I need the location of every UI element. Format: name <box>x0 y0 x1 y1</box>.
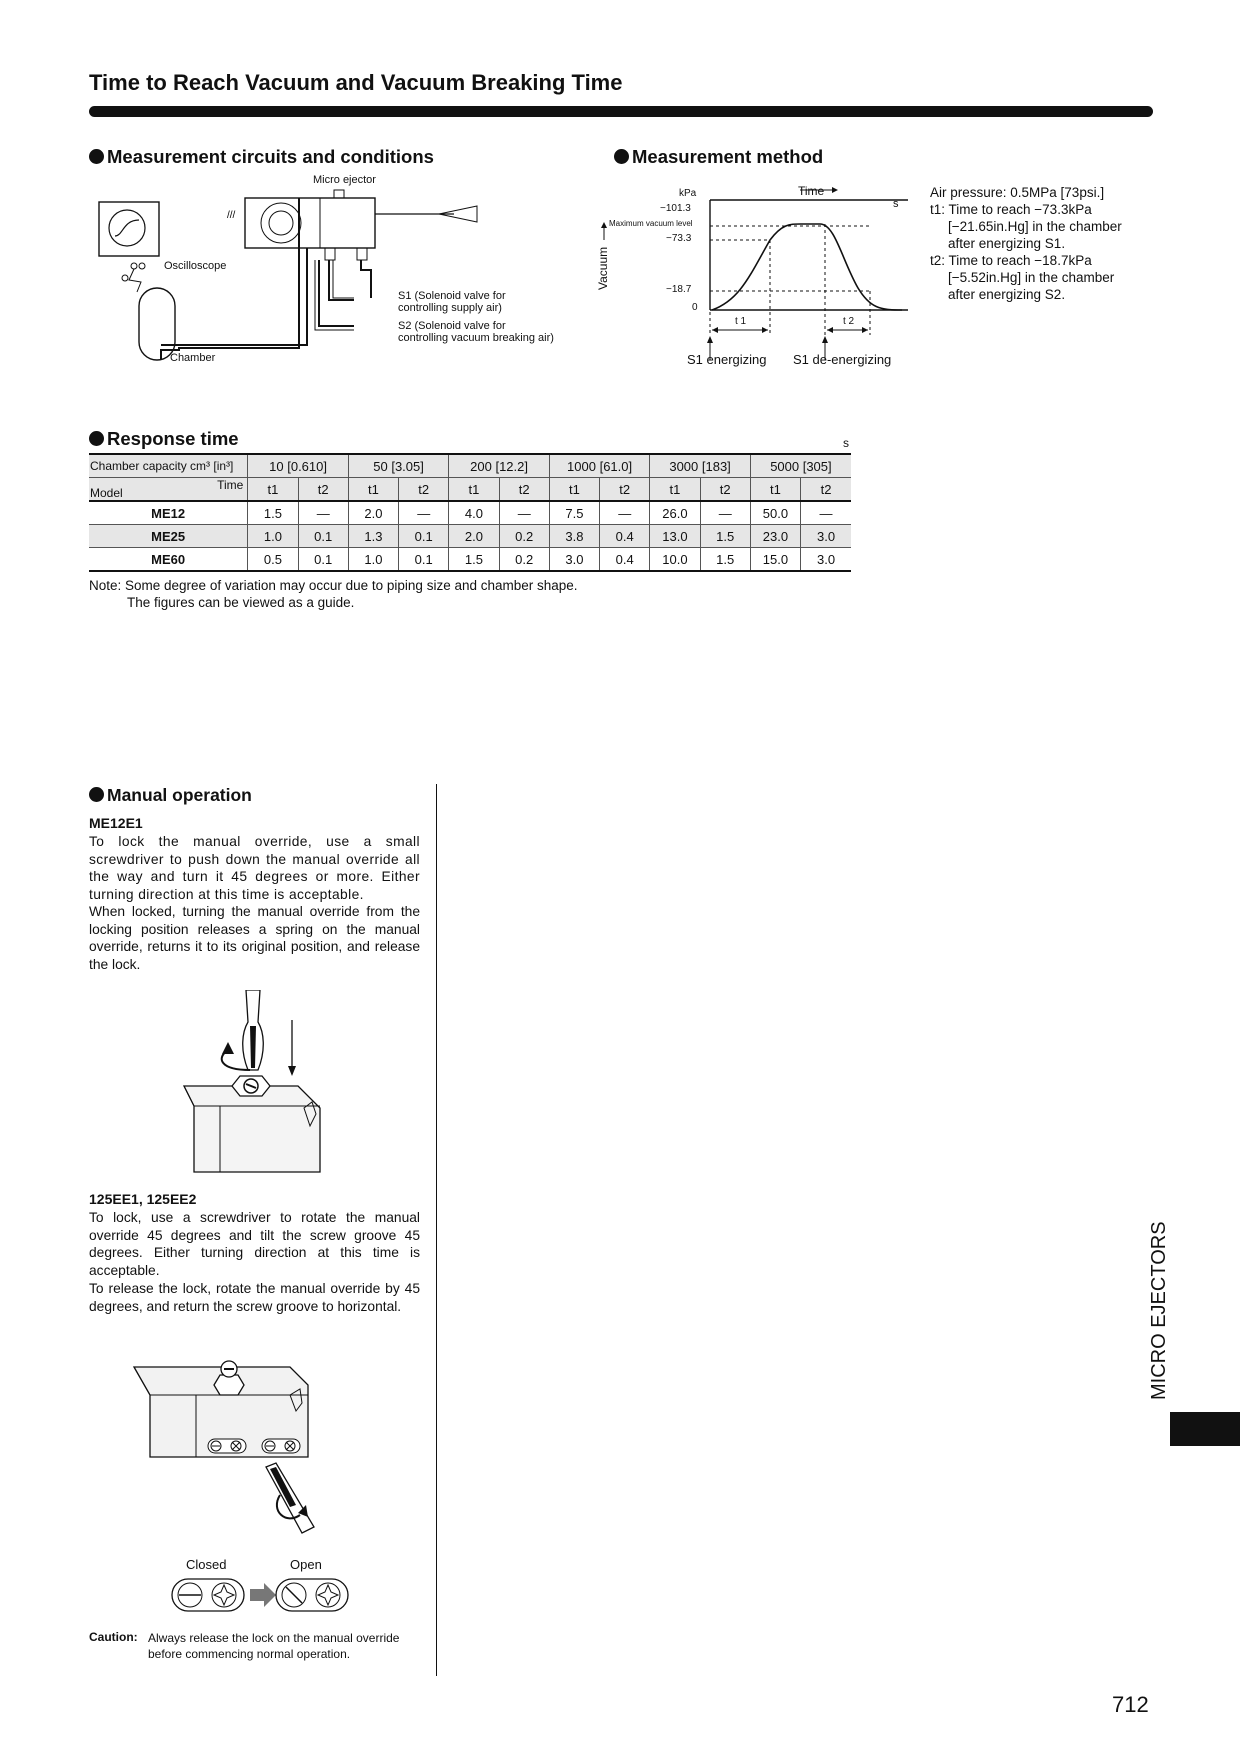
value-cell: 26.0 <box>650 501 700 525</box>
measurement-method-chart <box>590 180 920 370</box>
response-unit: s <box>843 436 849 450</box>
bullet-icon <box>89 431 104 446</box>
model-cell: ME12 <box>89 501 248 525</box>
page-number: 712 <box>1112 1692 1149 1717</box>
side-section-label: MICRO EJECTORS <box>1148 1221 1170 1400</box>
closed-label: Closed <box>186 1557 227 1572</box>
tick-73: −73.3 <box>666 233 692 244</box>
value-cell: 0.1 <box>399 548 449 572</box>
me12e1-text-2: When locked, turning the manual override from the locking position releases a spring on the manual override, returns it to its original position, and release the lock. <box>89 904 420 972</box>
value-cell: 3.8 <box>549 525 599 548</box>
micro-ejector-label: Micro ejector <box>313 174 376 186</box>
value-cell: 10.0 <box>650 548 700 572</box>
value-cell: 50.0 <box>750 501 800 525</box>
value-cell: 1.3 <box>348 525 398 548</box>
lock-state-illustration <box>170 1575 350 1615</box>
value-cell: 0.4 <box>600 548 650 572</box>
tick-0: 0 <box>692 302 698 313</box>
t-header: t2 <box>499 478 549 502</box>
capacity-header: 3000 [183] <box>650 454 751 478</box>
value-cell: 2.0 <box>348 501 398 525</box>
tick-101: −101.3 <box>660 203 691 214</box>
value-cell: 1.5 <box>700 548 750 572</box>
value-cell: 0.1 <box>298 548 348 572</box>
ee-title: 125EE1, 125EE2 <box>89 1191 197 1207</box>
response-note: Note: Some degree of variation may occur due to piping size and chamber shape. The figures can be viewed as a guide. <box>89 578 578 610</box>
ee-text-1: To lock, use a screwdriver to rotate the manual override 45 degrees and tilt the screw groove 45 degrees. Either turning direction at this time is acceptable. <box>89 1210 420 1278</box>
measurement-circuit-diagram <box>89 170 589 380</box>
table-row <box>89 548 851 572</box>
t-header: t1 <box>348 478 398 502</box>
value-cell: 3.0 <box>549 548 599 572</box>
value-cell: 0.4 <box>600 525 650 548</box>
value-cell: 0.2 <box>499 548 549 572</box>
value-cell: 1.0 <box>348 548 398 572</box>
value-cell: — <box>399 501 449 525</box>
caution-text: Always release the lock on the manual override before commencing normal operation. <box>148 1631 400 1661</box>
t-header: t2 <box>399 478 449 502</box>
t-header: t1 <box>248 478 298 502</box>
circuit-heading: Measurement circuits and conditions <box>89 146 434 168</box>
response-time-table <box>89 453 851 572</box>
ee-text-2: To release the lock, rotate the manual override by 45 degrees, and return the screw groove to horizontal. <box>89 1281 420 1314</box>
screwdriver-rotate-illustration <box>130 1355 330 1555</box>
bullet-icon <box>89 149 104 164</box>
t-header: t1 <box>549 478 599 502</box>
response-heading: Response time <box>89 428 239 450</box>
value-cell: — <box>801 501 851 525</box>
s2-label: S2 (Solenoid valve for controlling vacuum breaking air) <box>398 320 554 344</box>
capacity-header: 1000 [61.0] <box>549 454 650 478</box>
value-cell: 15.0 <box>750 548 800 572</box>
value-cell: 2.0 <box>449 525 499 548</box>
value-cell: 1.0 <box>248 525 298 548</box>
max-vacuum-label: Maximum vacuum level <box>609 219 693 228</box>
me12e1-text-1: To lock the manual override, use a small screwdriver to push down the manual override all the way and turn it 45 degrees or more. Either turning direction at this time is acceptable. <box>89 834 420 902</box>
model-time-header: Time Model <box>89 478 248 502</box>
value-cell: 0.5 <box>248 548 298 572</box>
capacity-header: 5000 [305] <box>750 454 851 478</box>
value-cell: 7.5 <box>549 501 599 525</box>
screwdriver-push-turn-illustration <box>180 990 330 1175</box>
method-conditions: Air pressure: 0.5MPa [73psi.] t1: Time to reach −73.3kPa [−21.65in.Hg] in the chamber after energizing S1. t2: Time to reach −18.7kPa [−5.52in.Hg] in the chamber after energizing S2. <box>930 185 1122 302</box>
value-cell: 3.0 <box>801 548 851 572</box>
caution-label: Caution: <box>89 1630 138 1644</box>
column-divider <box>436 784 437 1676</box>
svg-text:///: /// <box>227 210 236 221</box>
table-row <box>89 501 851 525</box>
s1-energizing-label: S1 energizing <box>687 352 767 367</box>
tick-18: −18.7 <box>666 284 692 295</box>
t-header: t2 <box>801 478 851 502</box>
me12e1-title: ME12E1 <box>89 815 143 831</box>
bullet-icon <box>89 787 104 802</box>
seconds-unit: s <box>893 198 899 210</box>
t-header: t2 <box>700 478 750 502</box>
bullet-icon <box>614 149 629 164</box>
model-cell: ME25 <box>89 525 248 548</box>
value-cell: 0.1 <box>298 525 348 548</box>
side-tab-marker <box>1170 1412 1240 1446</box>
value-cell: 1.5 <box>700 525 750 548</box>
t-header: t2 <box>600 478 650 502</box>
manual-heading: Manual operation <box>89 785 252 806</box>
value-cell: 23.0 <box>750 525 800 548</box>
value-cell: — <box>298 501 348 525</box>
capacity-header: 200 [12.2] <box>449 454 550 478</box>
capacity-header: 50 [3.05] <box>348 454 449 478</box>
s1-deenergizing-label: S1 de-energizing <box>793 352 892 367</box>
t-header: t1 <box>750 478 800 502</box>
chamber-label: Chamber <box>170 352 216 364</box>
vacuum-axis-label: Vacuum <box>596 246 610 290</box>
chamber-capacity-header: Chamber capacity cm³ [in³] <box>89 454 248 478</box>
capacity-header: 10 [0.610] <box>248 454 349 478</box>
t-header: t1 <box>449 478 499 502</box>
t1-label: t 1 <box>735 316 747 327</box>
value-cell: — <box>700 501 750 525</box>
model-cell: ME60 <box>89 548 248 572</box>
t-header: t2 <box>298 478 348 502</box>
time-axis-label: Time <box>798 184 825 198</box>
title-rule <box>89 106 1153 117</box>
value-cell: 0.1 <box>399 525 449 548</box>
value-cell: 1.5 <box>248 501 298 525</box>
method-heading: Measurement method <box>614 146 823 168</box>
page-title: Time to Reach Vacuum and Vacuum Breaking Time <box>89 70 623 95</box>
value-cell: 3.0 <box>801 525 851 548</box>
t-header: t1 <box>650 478 700 502</box>
t2-label: t 2 <box>843 316 855 327</box>
kpa-unit-label: kPa <box>679 188 697 199</box>
value-cell: 1.5 <box>449 548 499 572</box>
value-cell: 13.0 <box>650 525 700 548</box>
value-cell: 4.0 <box>449 501 499 525</box>
value-cell: — <box>499 501 549 525</box>
table-row <box>89 525 851 548</box>
s1-label: S1 (Solenoid valve for controlling supply air) <box>398 290 506 314</box>
value-cell: 0.2 <box>499 525 549 548</box>
open-label: Open <box>290 1557 322 1572</box>
value-cell: — <box>600 501 650 525</box>
oscilloscope-label: Oscilloscope <box>164 260 227 272</box>
